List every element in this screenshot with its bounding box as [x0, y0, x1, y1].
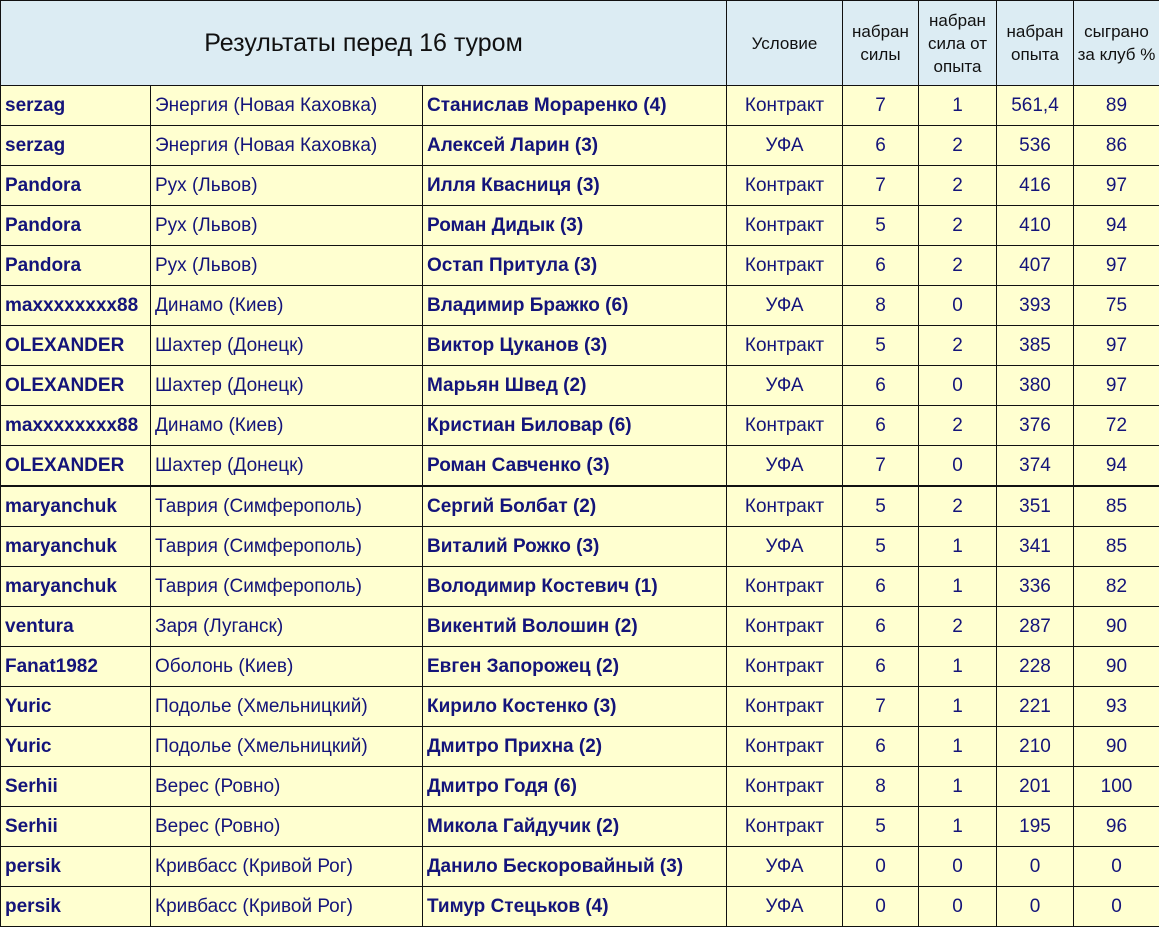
- user-cell: OLEXANDER: [1, 326, 151, 366]
- strength-exp-cell: 1: [919, 807, 997, 847]
- strength-cell: 6: [843, 246, 919, 286]
- user-cell: ventura: [1, 607, 151, 647]
- strength-exp-cell: 1: [919, 687, 997, 727]
- player-cell: Дмитро Годя (6): [423, 767, 727, 807]
- player-cell: Роман Савченко (3): [423, 446, 727, 487]
- club-cell: Заря (Луганск): [151, 607, 423, 647]
- condition-cell: Контракт: [727, 86, 843, 126]
- strength-exp-cell: 2: [919, 206, 997, 246]
- played-cell: 93: [1074, 687, 1159, 727]
- condition-cell: Контракт: [727, 647, 843, 687]
- played-cell: 86: [1074, 126, 1159, 166]
- experience-cell: 374: [997, 446, 1074, 487]
- strength-exp-cell: 1: [919, 727, 997, 767]
- played-cell: 90: [1074, 647, 1159, 687]
- club-cell: Подолье (Хмельницкий): [151, 727, 423, 767]
- experience-cell: 536: [997, 126, 1074, 166]
- club-cell: Рух (Львов): [151, 206, 423, 246]
- strength-cell: 7: [843, 687, 919, 727]
- condition-cell: УФА: [727, 366, 843, 406]
- strength-cell: 7: [843, 446, 919, 487]
- strength-cell: 8: [843, 286, 919, 326]
- played-cell: 90: [1074, 727, 1159, 767]
- strength-exp-cell: 1: [919, 567, 997, 607]
- player-cell: Марьян Швед (2): [423, 366, 727, 406]
- strength-cell: 6: [843, 607, 919, 647]
- experience-cell: 341: [997, 527, 1074, 567]
- experience-cell: 380: [997, 366, 1074, 406]
- condition-cell: Контракт: [727, 206, 843, 246]
- experience-cell: 376: [997, 406, 1074, 446]
- table-row: [1, 767, 1159, 807]
- user-cell: maryanchuk: [1, 527, 151, 567]
- strength-cell: 5: [843, 326, 919, 366]
- player-cell: Виталий Рожко (3): [423, 527, 727, 567]
- player-cell: Кристиан Биловар (6): [423, 406, 727, 446]
- condition-cell: УФА: [727, 887, 843, 927]
- club-cell: Рух (Львов): [151, 246, 423, 286]
- club-cell: Таврия (Симферополь): [151, 567, 423, 607]
- user-cell: maxxxxxxxx88: [1, 406, 151, 446]
- club-cell: Шахтер (Донецк): [151, 446, 423, 487]
- experience-cell: 195: [997, 807, 1074, 847]
- strength-cell: 6: [843, 567, 919, 607]
- played-cell: 0: [1074, 887, 1159, 927]
- table-row: [1, 326, 1159, 366]
- player-cell: Сергий Болбат (2): [423, 486, 727, 527]
- experience-cell: 410: [997, 206, 1074, 246]
- strength-exp-cell: 0: [919, 446, 997, 487]
- played-cell: 82: [1074, 567, 1159, 607]
- experience-cell: 351: [997, 486, 1074, 527]
- club-cell: Динамо (Киев): [151, 406, 423, 446]
- header-played: сыграно за клуб %: [1074, 1, 1159, 86]
- strength-cell: 5: [843, 807, 919, 847]
- table-row: [1, 847, 1159, 887]
- player-cell: Илля Квасниця (3): [423, 166, 727, 206]
- user-cell: maxxxxxxxx88: [1, 286, 151, 326]
- player-cell: Остап Притула (3): [423, 246, 727, 286]
- user-cell: Pandora: [1, 246, 151, 286]
- played-cell: 90: [1074, 607, 1159, 647]
- condition-cell: Контракт: [727, 166, 843, 206]
- header-condition: Условие: [727, 1, 843, 86]
- condition-cell: Контракт: [727, 687, 843, 727]
- played-cell: 96: [1074, 807, 1159, 847]
- strength-exp-cell: 2: [919, 486, 997, 527]
- strength-cell: 0: [843, 887, 919, 927]
- table-row: [1, 246, 1159, 286]
- table-row: [1, 647, 1159, 687]
- header-experience: набран опыта: [997, 1, 1074, 86]
- strength-exp-cell: 0: [919, 366, 997, 406]
- experience-cell: 385: [997, 326, 1074, 366]
- user-cell: serzag: [1, 86, 151, 126]
- strength-exp-cell: 1: [919, 86, 997, 126]
- experience-cell: 0: [997, 847, 1074, 887]
- table-row: [1, 406, 1159, 446]
- club-cell: Верес (Ровно): [151, 767, 423, 807]
- table-row: [1, 486, 1159, 527]
- strength-exp-cell: 1: [919, 527, 997, 567]
- user-cell: persik: [1, 887, 151, 927]
- strength-cell: 6: [843, 727, 919, 767]
- played-cell: 97: [1074, 246, 1159, 286]
- played-cell: 75: [1074, 286, 1159, 326]
- strength-cell: 5: [843, 206, 919, 246]
- strength-exp-cell: 1: [919, 767, 997, 807]
- strength-cell: 8: [843, 767, 919, 807]
- played-cell: 100: [1074, 767, 1159, 807]
- condition-cell: Контракт: [727, 727, 843, 767]
- user-cell: serzag: [1, 126, 151, 166]
- club-cell: Оболонь (Киев): [151, 647, 423, 687]
- table-title: Результаты перед 16 туром: [1, 1, 727, 86]
- table-row: [1, 366, 1159, 406]
- club-cell: Энергия (Новая Каховка): [151, 126, 423, 166]
- club-cell: Верес (Ровно): [151, 807, 423, 847]
- condition-cell: Контракт: [727, 246, 843, 286]
- played-cell: 97: [1074, 366, 1159, 406]
- player-cell: Станислав Мораренко (4): [423, 86, 727, 126]
- experience-cell: 561,4: [997, 86, 1074, 126]
- club-cell: Кривбасс (Кривой Рог): [151, 847, 423, 887]
- player-cell: Дмитро Прихна (2): [423, 727, 727, 767]
- condition-cell: УФА: [727, 847, 843, 887]
- experience-cell: 336: [997, 567, 1074, 607]
- user-cell: Serhii: [1, 807, 151, 847]
- user-cell: maryanchuk: [1, 567, 151, 607]
- experience-cell: 407: [997, 246, 1074, 286]
- user-cell: persik: [1, 847, 151, 887]
- strength-exp-cell: 0: [919, 887, 997, 927]
- strength-cell: 6: [843, 366, 919, 406]
- club-cell: Энергия (Новая Каховка): [151, 86, 423, 126]
- table-row: [1, 86, 1159, 126]
- strength-exp-cell: 2: [919, 246, 997, 286]
- played-cell: 94: [1074, 206, 1159, 246]
- user-cell: Serhii: [1, 767, 151, 807]
- table-row: [1, 687, 1159, 727]
- played-cell: 85: [1074, 527, 1159, 567]
- strength-exp-cell: 2: [919, 166, 997, 206]
- player-cell: Тимур Стецьков (4): [423, 887, 727, 927]
- condition-cell: УФА: [727, 286, 843, 326]
- experience-cell: 210: [997, 727, 1074, 767]
- user-cell: maryanchuk: [1, 486, 151, 527]
- club-cell: Рух (Львов): [151, 166, 423, 206]
- table-row: [1, 607, 1159, 647]
- user-cell: Fanat1982: [1, 647, 151, 687]
- strength-exp-cell: 2: [919, 126, 997, 166]
- table-row: [1, 527, 1159, 567]
- club-cell: Динамо (Киев): [151, 286, 423, 326]
- table-row: [1, 166, 1159, 206]
- strength-exp-cell: 2: [919, 406, 997, 446]
- table-row: [1, 727, 1159, 767]
- club-cell: Таврия (Симферополь): [151, 527, 423, 567]
- header-strength: набран силы: [843, 1, 919, 86]
- played-cell: 89: [1074, 86, 1159, 126]
- played-cell: 72: [1074, 406, 1159, 446]
- experience-cell: 393: [997, 286, 1074, 326]
- strength-cell: 6: [843, 126, 919, 166]
- played-cell: 94: [1074, 446, 1159, 487]
- strength-exp-cell: 0: [919, 286, 997, 326]
- condition-cell: УФА: [727, 527, 843, 567]
- player-cell: Данило Бескоровайный (3): [423, 847, 727, 887]
- condition-cell: Контракт: [727, 767, 843, 807]
- table-row: [1, 286, 1159, 326]
- player-cell: Володимир Костевич (1): [423, 567, 727, 607]
- experience-cell: 0: [997, 887, 1074, 927]
- table-row: [1, 446, 1159, 487]
- player-cell: Виктор Цуканов (3): [423, 326, 727, 366]
- experience-cell: 201: [997, 767, 1074, 807]
- table-row: [1, 126, 1159, 166]
- table-row: [1, 887, 1159, 927]
- club-cell: Шахтер (Донецк): [151, 366, 423, 406]
- club-cell: Таврия (Симферополь): [151, 486, 423, 527]
- strength-exp-cell: 2: [919, 607, 997, 647]
- strength-cell: 7: [843, 166, 919, 206]
- strength-cell: 7: [843, 86, 919, 126]
- user-cell: Pandora: [1, 206, 151, 246]
- strength-exp-cell: 0: [919, 847, 997, 887]
- player-cell: Кирило Костенко (3): [423, 687, 727, 727]
- condition-cell: УФА: [727, 126, 843, 166]
- player-cell: Евген Запорожец (2): [423, 647, 727, 687]
- played-cell: 85: [1074, 486, 1159, 527]
- user-cell: Yuric: [1, 727, 151, 767]
- strength-exp-cell: 2: [919, 326, 997, 366]
- strength-exp-cell: 1: [919, 647, 997, 687]
- strength-cell: 6: [843, 406, 919, 446]
- experience-cell: 287: [997, 607, 1074, 647]
- strength-cell: 0: [843, 847, 919, 887]
- experience-cell: 416: [997, 166, 1074, 206]
- user-cell: Pandora: [1, 166, 151, 206]
- condition-cell: Контракт: [727, 326, 843, 366]
- condition-cell: Контракт: [727, 607, 843, 647]
- experience-cell: 221: [997, 687, 1074, 727]
- condition-cell: Контракт: [727, 567, 843, 607]
- player-cell: Роман Дидык (3): [423, 206, 727, 246]
- player-cell: Микола Гайдучик (2): [423, 807, 727, 847]
- table-row: [1, 206, 1159, 246]
- condition-cell: Контракт: [727, 807, 843, 847]
- table-row: [1, 567, 1159, 607]
- header-strength-exp: набран сила от опыта: [919, 1, 997, 86]
- player-cell: Викентий Волошин (2): [423, 607, 727, 647]
- club-cell: Подолье (Хмельницкий): [151, 687, 423, 727]
- played-cell: 97: [1074, 166, 1159, 206]
- header-row: [1, 1, 1159, 86]
- strength-cell: 5: [843, 527, 919, 567]
- strength-cell: 5: [843, 486, 919, 527]
- experience-cell: 228: [997, 647, 1074, 687]
- user-cell: OLEXANDER: [1, 446, 151, 487]
- strength-cell: 6: [843, 647, 919, 687]
- player-cell: Алексей Ларин (3): [423, 126, 727, 166]
- user-cell: OLEXANDER: [1, 366, 151, 406]
- player-cell: Владимир Бражко (6): [423, 286, 727, 326]
- club-cell: Кривбасс (Кривой Рог): [151, 887, 423, 927]
- table-row: [1, 807, 1159, 847]
- condition-cell: Контракт: [727, 486, 843, 527]
- condition-cell: Контракт: [727, 406, 843, 446]
- user-cell: Yuric: [1, 687, 151, 727]
- condition-cell: УФА: [727, 446, 843, 487]
- played-cell: 0: [1074, 847, 1159, 887]
- club-cell: Шахтер (Донецк): [151, 326, 423, 366]
- played-cell: 97: [1074, 326, 1159, 366]
